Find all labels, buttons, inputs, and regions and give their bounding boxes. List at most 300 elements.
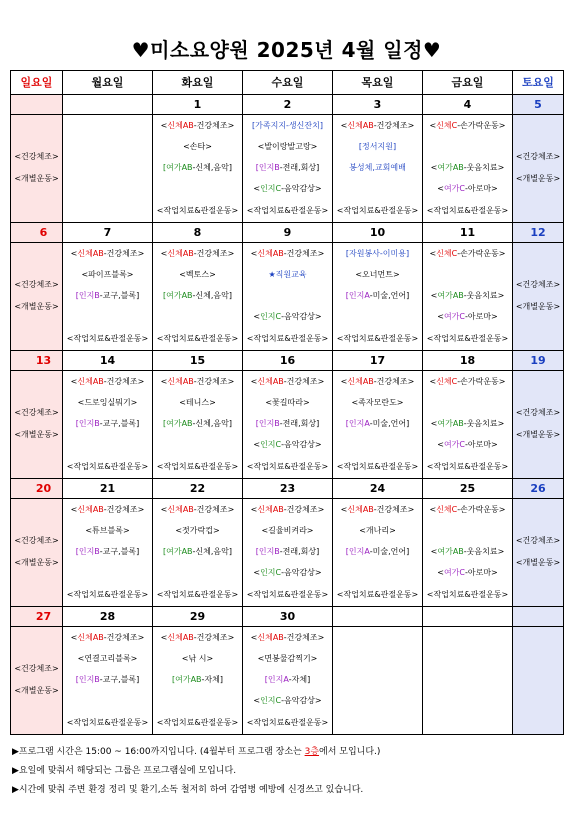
- activity-text: <면봉물감찍기>: [257, 654, 318, 663]
- activity-text: <: [437, 312, 444, 322]
- date-cell: 12: [513, 223, 564, 243]
- activity-text: <: [160, 248, 168, 258]
- activity-text: <테니스>: [179, 398, 216, 407]
- date-cell: 20: [11, 479, 63, 499]
- activity-text: <낚 시>: [181, 654, 214, 663]
- activity-text: -건강체조>: [283, 504, 325, 514]
- activity-text: <파이프블록>: [81, 270, 134, 279]
- activity-text: <작업치료&관절운동>: [336, 205, 419, 215]
- date-cell: 3: [333, 95, 423, 115]
- activity-item: [423, 499, 512, 520]
- activity-text: -건강체조>: [193, 248, 235, 258]
- activity-item: [153, 712, 242, 733]
- activity-item: [63, 648, 152, 669]
- activity-cell: [423, 627, 513, 735]
- activity-text: <: [437, 184, 444, 194]
- activity-item: [153, 584, 242, 605]
- activity-row: [11, 371, 564, 479]
- activity-text: <: [160, 504, 168, 514]
- activity-item: [243, 499, 332, 520]
- activity-text: [정서지원]: [358, 142, 397, 151]
- activity-cell: [513, 627, 564, 735]
- activity-text: -건강체조>: [193, 376, 235, 386]
- activity-text: 인지B: [258, 547, 280, 557]
- activity-item: [333, 328, 422, 349]
- date-cell: 8: [153, 223, 243, 243]
- activity-text: <작업치료&관절운동>: [66, 589, 149, 599]
- activity-item: [63, 563, 152, 584]
- activity-item: [423, 328, 512, 349]
- activity-text: 신체AB: [167, 376, 194, 386]
- header-sunday: 일요일: [11, 71, 63, 95]
- date-row: [11, 351, 564, 371]
- date-cell: 29: [153, 607, 243, 627]
- activity-item: [333, 136, 422, 157]
- activity-item: [63, 691, 152, 712]
- activity-item: [153, 541, 242, 562]
- activity-item: [333, 584, 422, 605]
- activity-row: [11, 115, 564, 223]
- activity-text: 인지C: [260, 184, 282, 194]
- activity-cell: [513, 499, 564, 607]
- date-cell: [63, 95, 153, 115]
- activity-item: [243, 243, 332, 264]
- activity-text: [: [75, 291, 79, 301]
- activity-text: -음악감상>: [281, 440, 322, 450]
- activity-item: [423, 179, 512, 200]
- activity-text: 인지A: [348, 419, 370, 429]
- activity-item: [63, 243, 152, 264]
- activity-text: [: [162, 291, 167, 301]
- activity-text: [: [75, 547, 79, 557]
- header-monday: 월요일: [63, 71, 153, 95]
- activity-item: [153, 157, 242, 178]
- activity-cell: [333, 371, 423, 479]
- date-cell: 22: [153, 479, 243, 499]
- activity-item: [63, 264, 152, 285]
- activity-item: [243, 392, 332, 413]
- activity-item: [243, 307, 332, 328]
- activity-cell: [63, 499, 153, 607]
- activity-item: [333, 435, 422, 456]
- activity-text: [: [75, 419, 79, 429]
- activity-item: [153, 264, 242, 285]
- activity-cell: [63, 243, 153, 351]
- activity-text: -건강체조>: [283, 248, 325, 258]
- activity-cell: [11, 243, 63, 351]
- activity-text: 신체C: [436, 376, 458, 386]
- activity-text: -건강체조>: [373, 376, 415, 386]
- calendar-table: [10, 70, 564, 735]
- activity-item: [423, 456, 512, 477]
- activity-item: [333, 157, 422, 178]
- activity-cell: [423, 115, 513, 223]
- footnote-2: ▶요일에 맞춰서 해당되는 그룹은 프로그램실에 모입니다.: [12, 766, 237, 776]
- date-cell: [333, 607, 423, 627]
- activity-cell: [243, 115, 333, 223]
- activity-text: <작업치료&관절운동>: [336, 461, 419, 471]
- activity-cell: [11, 115, 63, 223]
- activity-item: [153, 413, 242, 434]
- activity-cell: [423, 243, 513, 351]
- activity-text: -건강체조>: [283, 632, 325, 642]
- activity-text: -건강체조>: [103, 376, 145, 386]
- activity-item: [63, 285, 152, 306]
- activity-text: <: [160, 120, 168, 130]
- date-cell: 23: [243, 479, 333, 499]
- activity-text: <드로잉실뭐기>: [77, 398, 138, 407]
- activity-item: [423, 392, 512, 413]
- activity-cell: [333, 499, 423, 607]
- activity-cell: [333, 243, 423, 351]
- activity-text: <작업치료&관절운동>: [66, 461, 149, 471]
- activity-text: 신체C: [436, 248, 458, 258]
- activity-text: -건강체조>: [373, 120, 415, 130]
- activity-item: [423, 307, 512, 328]
- activity-item: [333, 563, 422, 584]
- weekend-activity: <건강체조>: [14, 536, 59, 546]
- activity-item: [153, 115, 242, 136]
- activity-text: [: [255, 547, 259, 557]
- activity-item: [63, 136, 152, 157]
- activity-text: <작업치료&관절운동>: [246, 717, 329, 727]
- weekend-activity: <건강체조>: [515, 408, 561, 418]
- activity-text: -건강체조>: [373, 504, 415, 514]
- activity-item: [423, 413, 512, 434]
- weekday-header-row: [11, 71, 564, 95]
- date-cell: 17: [333, 351, 423, 371]
- activity-text: 인지B: [258, 419, 280, 429]
- footnote-floor: 3층: [304, 747, 320, 757]
- activity-cell: [153, 499, 243, 607]
- weekend-activity: <건강체조>: [14, 280, 59, 290]
- activity-text: -손가락운동>: [457, 504, 506, 514]
- header-friday: 금요일: [423, 71, 513, 95]
- activity-cell: [11, 499, 63, 607]
- activity-item: [153, 392, 242, 413]
- activity-text: -아로마>: [464, 440, 498, 450]
- activity-text: <: [429, 504, 437, 514]
- activity-item: [333, 499, 422, 520]
- activity-text: -교구,블록]: [99, 547, 140, 557]
- activity-cell: [63, 115, 153, 223]
- activity-text: -신체,음악]: [192, 291, 232, 301]
- activity-cell: [513, 243, 564, 351]
- activity-text: 신체AB: [77, 248, 104, 258]
- activity-item: [333, 541, 422, 562]
- activity-text: 인지C: [260, 440, 282, 450]
- activity-text: 인지B: [78, 291, 100, 301]
- activity-text: 신체AB: [257, 248, 284, 258]
- activity-cell: [513, 115, 564, 223]
- activity-item: [153, 520, 242, 541]
- weekend-activity: <개별운동>: [14, 558, 59, 567]
- activity-text: <작업치료&관절운동>: [246, 461, 329, 471]
- activity-text: -손가락운동>: [457, 376, 506, 386]
- activity-text: 인지A: [348, 291, 370, 301]
- activity-item: [423, 435, 512, 456]
- activity-text: <: [430, 163, 438, 173]
- activity-row: [11, 627, 564, 735]
- date-cell: 1: [153, 95, 243, 115]
- activity-text: [: [345, 419, 349, 429]
- activity-text: 여가C: [443, 440, 465, 450]
- activity-text: 인지A: [267, 675, 289, 685]
- activity-item: [63, 456, 152, 477]
- weekend-activity: <건강체조>: [515, 536, 561, 546]
- activity-item: [243, 669, 332, 690]
- activity-text: -아로마>: [464, 184, 498, 194]
- activity-text: 여가C: [443, 312, 465, 322]
- date-cell: 4: [423, 95, 513, 115]
- activity-text: <길율비켜라>: [261, 526, 314, 535]
- activity-text: [: [162, 547, 167, 557]
- activity-text: ★직원교육: [268, 270, 307, 279]
- date-cell: 9: [243, 223, 333, 243]
- activity-cell: [243, 243, 333, 351]
- activity-cell: [243, 371, 333, 479]
- activity-text: -음악감상>: [281, 696, 322, 706]
- date-cell: [423, 607, 513, 627]
- activity-text: -신체,음악]: [192, 547, 232, 557]
- activity-cell: [423, 499, 513, 607]
- activity-text: -신체,음악]: [192, 163, 232, 173]
- activity-text: -건강체조>: [193, 632, 235, 642]
- activity-text: <: [253, 440, 261, 450]
- activity-item: [423, 541, 512, 562]
- activity-item: [423, 200, 512, 221]
- activity-text: -건강체조>: [103, 248, 145, 258]
- activity-text: [가족지지-생신잔치]: [252, 120, 323, 130]
- activity-text: <작업치료&관절운동>: [246, 205, 329, 215]
- header-saturday: 토요일: [513, 71, 564, 95]
- date-cell: 30: [243, 607, 333, 627]
- date-row: [11, 479, 564, 499]
- activity-text: 신체AB: [167, 632, 194, 642]
- activity-text: 신체C: [436, 504, 458, 514]
- weekend-activity: <건강체조>: [14, 152, 59, 162]
- activity-text: 여가AB: [175, 675, 202, 685]
- activity-cell: [153, 243, 243, 351]
- activity-item: [153, 200, 242, 221]
- activity-item: [63, 520, 152, 541]
- date-cell: 6: [11, 223, 63, 243]
- activity-item: [153, 563, 242, 584]
- activity-item: [243, 648, 332, 669]
- activity-item: [243, 179, 332, 200]
- activity-text: <: [429, 248, 437, 258]
- activity-text: -손가락운동>: [457, 120, 506, 130]
- activity-text: 신체AB: [257, 376, 284, 386]
- activity-text: <벡토스>: [179, 270, 216, 279]
- weekend-activity: <개별운동>: [515, 558, 561, 567]
- activity-text: -웃음치료>: [463, 291, 505, 301]
- weekend-activity: <개별운동>: [14, 174, 59, 183]
- date-cell: 25: [423, 479, 513, 499]
- activity-text: <: [253, 312, 261, 322]
- activity-text: <: [250, 504, 258, 514]
- activity-item: [333, 413, 422, 434]
- activity-cell: [63, 627, 153, 735]
- activity-text: <오너먼트>: [355, 270, 400, 279]
- date-cell: 21: [63, 479, 153, 499]
- weekend-activity: <건강체조>: [14, 408, 59, 418]
- activity-item: [63, 435, 152, 456]
- date-cell: 16: [243, 351, 333, 371]
- date-cell: 2: [243, 95, 333, 115]
- date-row: [11, 223, 564, 243]
- weekend-activity: <건강체조>: [515, 152, 561, 162]
- activity-item: [243, 712, 332, 733]
- activity-text: 신체AB: [77, 504, 104, 514]
- activity-text: -미술,언어]: [369, 547, 410, 557]
- activity-text: -건강체조>: [193, 504, 235, 514]
- activity-text: <작업치료&관절운동>: [336, 589, 419, 599]
- activity-item: [63, 200, 152, 221]
- activity-text: [: [75, 675, 79, 685]
- activity-text: <작업치료&관절운동>: [156, 205, 239, 215]
- activity-text: 신체AB: [77, 632, 104, 642]
- activity-item: [153, 627, 242, 648]
- activity-text: <: [70, 504, 78, 514]
- activity-text: -전래,회상]: [279, 547, 320, 557]
- activity-text: [자원봉사-이미용]: [345, 248, 410, 258]
- activity-cell: [153, 115, 243, 223]
- activity-item: [333, 264, 422, 285]
- activity-text: [: [264, 675, 268, 685]
- activity-text: 신체AB: [347, 504, 374, 514]
- activity-item: [153, 371, 242, 392]
- activity-text: -음악감상>: [281, 568, 322, 578]
- weekend-activity: <개별운동>: [515, 174, 561, 183]
- activity-item: [153, 136, 242, 157]
- activity-item: [243, 371, 332, 392]
- date-cell: 28: [63, 607, 153, 627]
- activity-text: <: [250, 376, 258, 386]
- activity-item: [153, 435, 242, 456]
- activity-item: [243, 115, 332, 136]
- activity-text: 신체C: [436, 120, 458, 130]
- activity-item: [243, 413, 332, 434]
- weekend-activity: <개별운동>: [515, 430, 561, 439]
- activity-text: 여가AB: [437, 419, 464, 429]
- activity-item: [423, 285, 512, 306]
- activity-text: <: [253, 696, 261, 706]
- activity-text: -미술,언어]: [369, 419, 410, 429]
- activity-text: 여가AB: [166, 419, 193, 429]
- activity-text: [: [255, 419, 259, 429]
- activity-item: [333, 456, 422, 477]
- footnote-1-text: ▶프로그램 시간은 15:00 ~ 16:00까지입니다. (4월부터 프로그램 장소는: [12, 747, 305, 757]
- activity-text: -자체]: [288, 675, 311, 685]
- activity-text: <: [253, 184, 261, 194]
- activity-text: 신체AB: [257, 504, 284, 514]
- activity-text: -교구,블록]: [99, 291, 140, 301]
- date-cell: 18: [423, 351, 513, 371]
- activity-item: [423, 157, 512, 178]
- activity-text: <꽃길따라>: [265, 398, 310, 407]
- weekend-activity: <건강체조>: [14, 664, 59, 674]
- activity-cell: [513, 371, 564, 479]
- activity-item: [63, 627, 152, 648]
- activity-text: -아로마>: [464, 312, 498, 322]
- activity-item: [153, 669, 242, 690]
- activity-text: 인지B: [78, 419, 100, 429]
- activity-text: -전래,회상]: [279, 163, 320, 173]
- activity-text: <: [70, 248, 78, 258]
- weekend-activity: <개별운동>: [14, 686, 59, 695]
- activity-text: -웃음치료>: [463, 547, 505, 557]
- date-row: [11, 607, 564, 627]
- activity-item: [63, 584, 152, 605]
- activity-text: <: [70, 376, 78, 386]
- activity-text: -음악감상>: [281, 184, 322, 194]
- activity-text: [: [345, 547, 349, 557]
- activity-text: <작업치료&관절운동>: [336, 333, 419, 343]
- weekend-activity: <개별운동>: [14, 302, 59, 311]
- activity-cell: [11, 371, 63, 479]
- activity-text: 신체AB: [167, 504, 194, 514]
- header-thursday: 목요일: [333, 71, 423, 95]
- activity-item: [243, 691, 332, 712]
- activity-text: -자체]: [201, 675, 223, 685]
- activity-text: 신체AB: [347, 120, 374, 130]
- activity-text: <작업치료&관절운동>: [426, 461, 509, 471]
- activity-cell: [63, 371, 153, 479]
- activity-item: [63, 371, 152, 392]
- activity-item: [423, 371, 512, 392]
- activity-text: 인지B: [258, 163, 280, 173]
- date-cell: 15: [153, 351, 243, 371]
- activity-item: [63, 179, 152, 200]
- activity-text: <: [429, 120, 437, 130]
- activity-item: [153, 648, 242, 669]
- weekend-activity: <개별운동>: [515, 302, 561, 311]
- activity-cell: [243, 627, 333, 735]
- activity-text: -웃음치료>: [463, 163, 505, 173]
- activity-text: 인지C: [260, 696, 282, 706]
- activity-text: <: [437, 568, 444, 578]
- activity-text: <: [437, 440, 444, 450]
- activity-text: <튜브블록>: [85, 526, 130, 535]
- activity-text: <작업치료&관절운동>: [426, 333, 509, 343]
- activity-text: 여가AB: [437, 163, 464, 173]
- activity-text: <작업치료&관절운동>: [426, 589, 509, 599]
- activity-text: <: [160, 376, 168, 386]
- activity-text: <: [340, 504, 348, 514]
- activity-cell: [333, 627, 423, 735]
- activity-text: <발이랑발고랑>: [257, 142, 318, 151]
- activity-text: 여가C: [443, 184, 465, 194]
- activity-item: [153, 307, 242, 328]
- activity-text: <작업치료&관절운동>: [426, 205, 509, 215]
- activity-item: [333, 371, 422, 392]
- activity-row: [11, 499, 564, 607]
- activity-cell: [153, 627, 243, 735]
- date-cell: 27: [11, 607, 63, 627]
- activity-text: [: [171, 675, 176, 685]
- activity-text: <작업치료&관절운동>: [66, 717, 149, 727]
- activity-text: <족자모란도>: [351, 398, 404, 407]
- activity-item: [423, 136, 512, 157]
- activity-text: 여가AB: [166, 547, 193, 557]
- activity-item: [153, 691, 242, 712]
- activity-item: [423, 563, 512, 584]
- activity-text: 여가AB: [437, 291, 464, 301]
- activity-text: 인지B: [78, 675, 100, 685]
- activity-text: <작업치료&관절운동>: [156, 333, 239, 343]
- activity-text: <: [160, 632, 168, 642]
